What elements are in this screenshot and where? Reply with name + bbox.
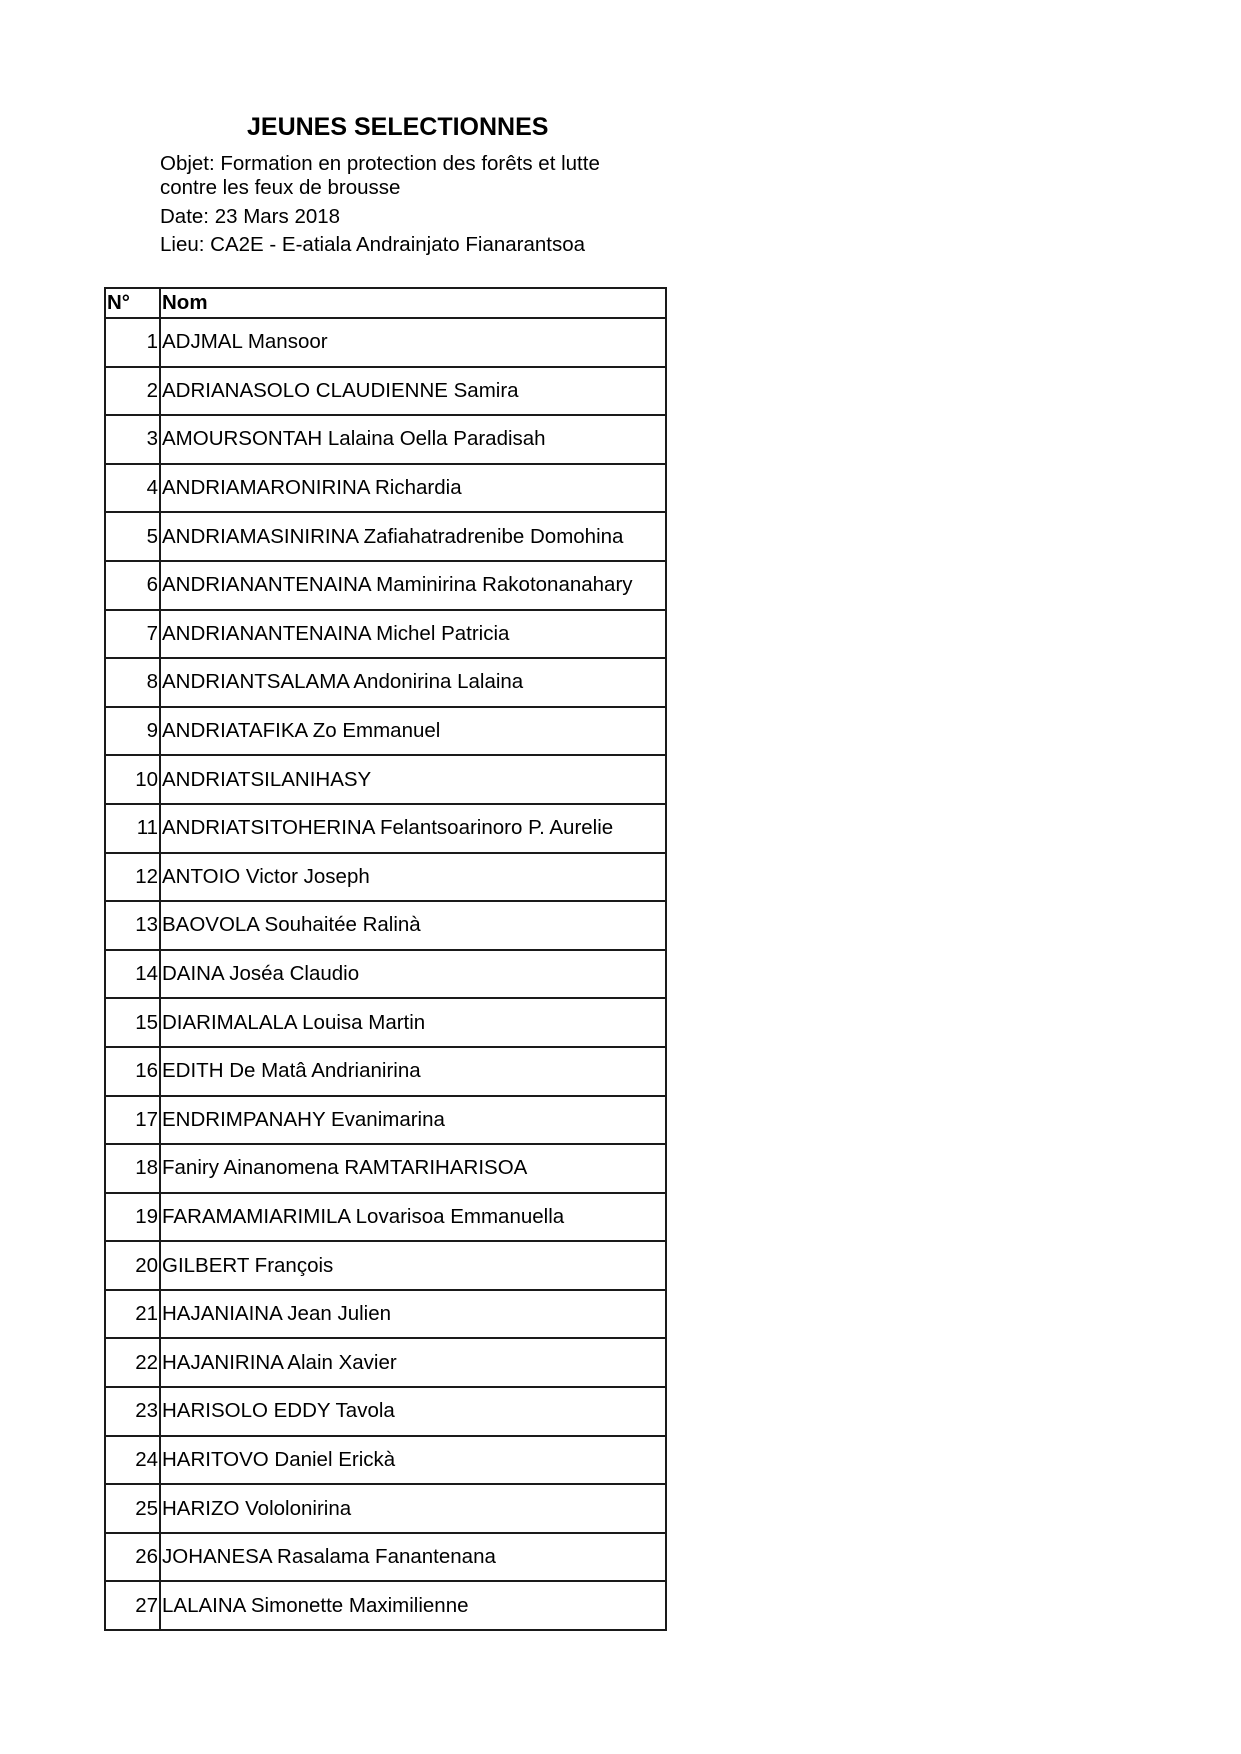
table-row <box>105 1581 666 1630</box>
row-name: EDITH De Matâ Andrianirina <box>160 1047 666 1096</box>
row-name: ADJMAL Mansoor <box>160 318 666 367</box>
table-row <box>105 1096 666 1145</box>
row-number: 16 <box>105 1047 160 1096</box>
table-row <box>105 1484 666 1533</box>
row-number: 5 <box>105 512 160 561</box>
row-name: DAINA Joséa Claudio <box>160 950 666 999</box>
row-number: 20 <box>105 1241 160 1290</box>
row-name: HARITOVO Daniel Erickà <box>160 1436 666 1485</box>
row-number: 9 <box>105 707 160 756</box>
table-row <box>105 1290 666 1339</box>
row-name: ANDRIATSITOHERINA Felantsoarinoro P. Aurelie <box>160 804 666 853</box>
row-number: 22 <box>105 1338 160 1387</box>
row-number: 17 <box>105 1096 160 1145</box>
row-number: 12 <box>105 853 160 902</box>
row-name: ANDRIANANTENAINA Michel Patricia <box>160 610 666 659</box>
table-row <box>105 1533 666 1582</box>
row-number: 1 <box>105 318 160 367</box>
table-row <box>105 464 666 513</box>
row-number: 24 <box>105 1436 160 1485</box>
table-row <box>105 512 666 561</box>
document-date: Date: 23 Mars 2018 <box>160 205 341 228</box>
table-row <box>105 561 666 610</box>
table-body <box>105 318 666 1630</box>
row-name: JOHANESA Rasalama Fanantenana <box>160 1533 666 1582</box>
row-name: ANDRIAMASINIRINA Zafiahatradrenibe Domohina <box>160 512 666 561</box>
row-name: Faniry Ainanomena RAMTARIHARISOA <box>160 1144 666 1193</box>
row-name: AMOURSONTAH Lalaina Oella Paradisah <box>160 415 666 464</box>
row-name: BAOVOLA Souhaitée Ralinà <box>160 901 666 950</box>
table-row <box>105 1387 666 1436</box>
row-name: LALAINA Simonette Maximilienne <box>160 1581 666 1630</box>
table-row <box>105 1047 666 1096</box>
row-name: ADRIANASOLO CLAUDIENNE Samira <box>160 367 666 416</box>
row-number: 21 <box>105 1290 160 1339</box>
row-name: ENDRIMPANAHY Evanimarina <box>160 1096 666 1145</box>
table-row <box>105 901 666 950</box>
row-name: HAJANIAINA Jean Julien <box>160 1290 666 1339</box>
table-row <box>105 998 666 1047</box>
table-row <box>105 755 666 804</box>
row-number: 26 <box>105 1533 160 1582</box>
table-row <box>105 853 666 902</box>
row-name: ANDRIAMARONIRINA Richardia <box>160 464 666 513</box>
row-name: ANDRIANTSALAMA Andonirina Lalaina <box>160 658 666 707</box>
table-header-row <box>105 288 666 318</box>
row-number: 8 <box>105 658 160 707</box>
row-number: 15 <box>105 998 160 1047</box>
table-row <box>105 1241 666 1290</box>
row-number: 14 <box>105 950 160 999</box>
table-row <box>105 1436 666 1485</box>
table-row <box>105 658 666 707</box>
table-row <box>105 367 666 416</box>
row-number: 18 <box>105 1144 160 1193</box>
table-row <box>105 707 666 756</box>
table-row <box>105 950 666 999</box>
row-number: 27 <box>105 1581 160 1630</box>
row-name: ANTOIO Victor Joseph <box>160 853 666 902</box>
table-row <box>105 1144 666 1193</box>
row-number: 23 <box>105 1387 160 1436</box>
row-number: 4 <box>105 464 160 513</box>
document-objet: Objet: Formation en protection des forêts et lutte contre les feux de brousse <box>160 152 600 199</box>
column-header-num: N° <box>105 288 160 318</box>
table-row <box>105 415 666 464</box>
row-name: ANDRIATSILANIHASY <box>160 755 666 804</box>
row-number: 10 <box>105 755 160 804</box>
row-name: GILBERT François <box>160 1241 666 1290</box>
row-name: ANDRIATAFIKA Zo Emmanuel <box>160 707 666 756</box>
row-number: 7 <box>105 610 160 659</box>
document-lieu: Lieu: CA2E - E-atiala Andrainjato Fianarantsoa <box>160 233 586 256</box>
table-row <box>105 1193 666 1242</box>
row-number: 6 <box>105 561 160 610</box>
table-row <box>105 318 666 367</box>
document-title: JEUNES SELECTIONNES <box>247 113 549 141</box>
row-name: ANDRIANANTENAINA Maminirina Rakotonanahary <box>160 561 666 610</box>
table-row <box>105 1338 666 1387</box>
row-name: DIARIMALALA Louisa Martin <box>160 998 666 1047</box>
row-name: HARIZO Vololonirina <box>160 1484 666 1533</box>
row-number: 11 <box>105 804 160 853</box>
table-row <box>105 610 666 659</box>
row-name: HARISOLO EDDY Tavola <box>160 1387 666 1436</box>
table-row <box>105 804 666 853</box>
row-name: HAJANIRINA Alain Xavier <box>160 1338 666 1387</box>
row-name: FARAMAMIARIMILA Lovarisoa Emmanuella <box>160 1193 666 1242</box>
row-number: 19 <box>105 1193 160 1242</box>
row-number: 25 <box>105 1484 160 1533</box>
row-number: 3 <box>105 415 160 464</box>
column-header-name: Nom <box>160 288 666 318</box>
row-number: 13 <box>105 901 160 950</box>
participants-table <box>104 287 667 1631</box>
row-number: 2 <box>105 367 160 416</box>
